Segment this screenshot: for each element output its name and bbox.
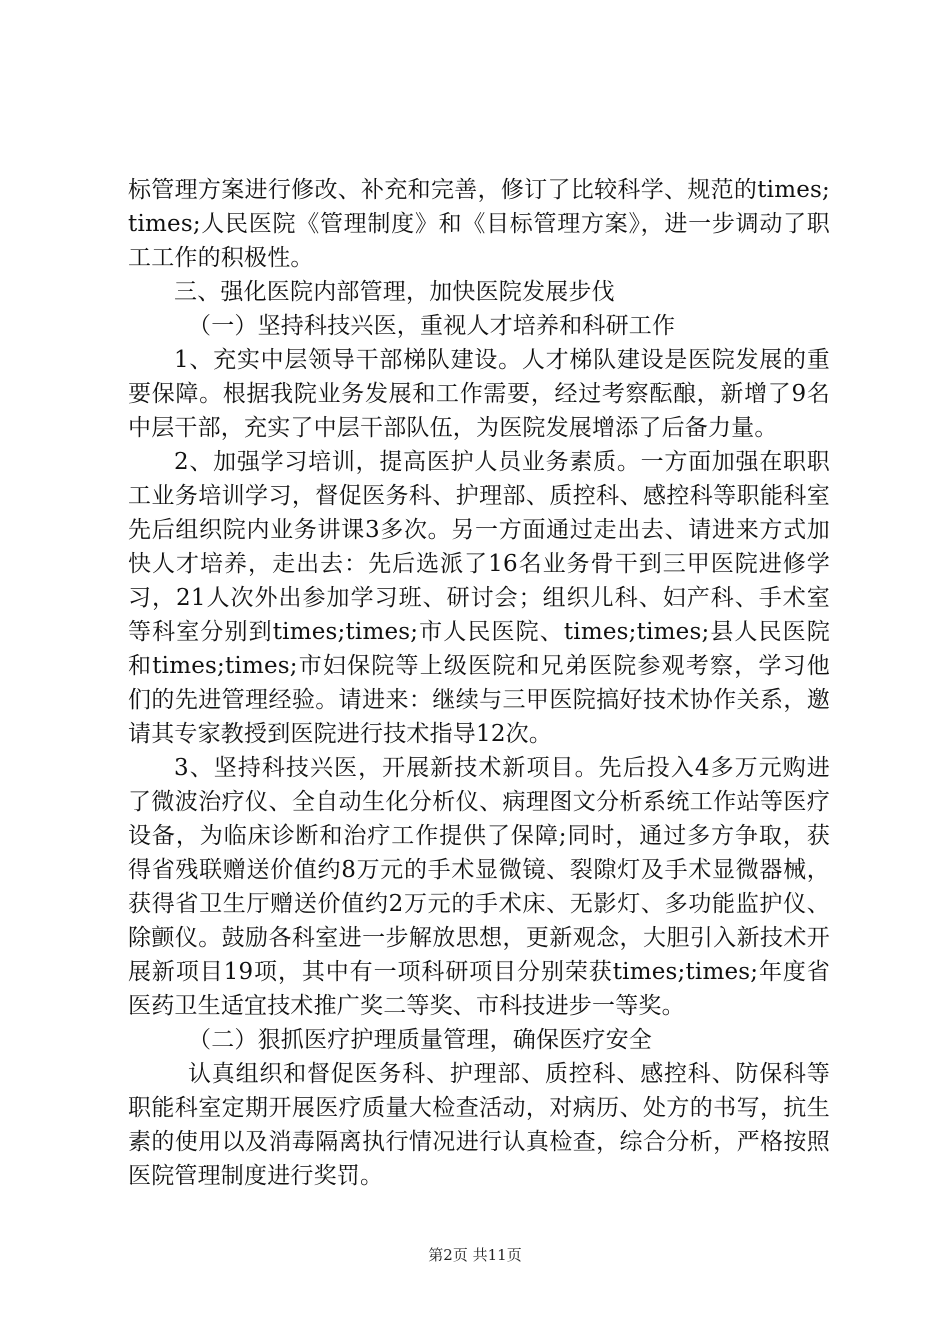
paragraph-item-3: 3、坚持科技兴医，开展新技术新项目。先后投入4多万元购进了微波治疗仪、全自动生化分析仪、病理图文分析系统工作站等医疗设备，为临床诊断和治疗工作提供了保障;同时，通过多方争取，获得省残联赠送价值约8万元的手术显微镜、裂隙灯及手术显微器械，获得省卫生厅赠送价值约2万元的手术床、无影灯、多功能监护仪、除颤仪。鼓励各科室进一步解放思想，更新观念，大胆引入新技术开展新项目19项，其中有一项科研项目分别荣获times;times;年度省医药卫生适宜技术推广奖二等奖、市科技进步一等奖。 [128,755,830,1019]
paragraph-continuation: 标管理方案进行修改、补充和完善，修订了比较科学、规范的times;times;人民医院《管理制度》和《目标管理方案》，进一步调动了职工工作的积极性。 [128,177,830,271]
paragraph-item-2: 2、加强学习培训，提高医护人员业务素质。一方面加强在职职工业务培训学习，督促医务科、护理部、质控科、感控科等职能科室先后组织院内业务讲课3多次。另一方面通过走出去、请进来方式加快人才培养，走出去：先后选派了16名业务骨干到三甲医院进修学习，21人次外出参加学习班、研讨会；组织儿科、妇产科、手术室等科室分别到times;times;市人民医院、times;times;县人民医院和times;times;市妇保院等上级医院和兄弟医院参观考察，学习他们的先进管理经验。请进来：继续与三甲医院搞好技术协作关系，邀请其专家教授到医院进行技术指导12次。 [128,449,830,747]
subsection-heading-1: （一）坚持科技兴医，重视人才培养和科研工作 [188,313,676,339]
paragraph-quality: 认真组织和督促医务科、护理部、质控科、感控科、防保科等职能科室定期开展医疗质量大检查活动，对病历、处方的书写，抗生素的使用以及消毒隔离执行情况进行认真检查，综合分析，严格按照医院管理制度进行奖罚。 [128,1061,830,1189]
page-number-footer: 第2页 共11页 [428,1246,522,1264]
section-heading-3: 三、强化医院内部管理，加快医院发展步伐 [174,279,615,305]
paragraph-item-1: 1、充实中层领导干部梯队建设。人才梯队建设是医院发展的重要保障。根据我院业务发展和工作需要，经过考察酝酿，新增了9名中层干部，充实了中层干部队伍，为医院发展增添了后备力量。 [128,347,830,441]
subsection-heading-2: （二）狠抓医疗护理质量管理，确保医疗安全 [188,1027,652,1053]
document-body [128,173,830,1193]
